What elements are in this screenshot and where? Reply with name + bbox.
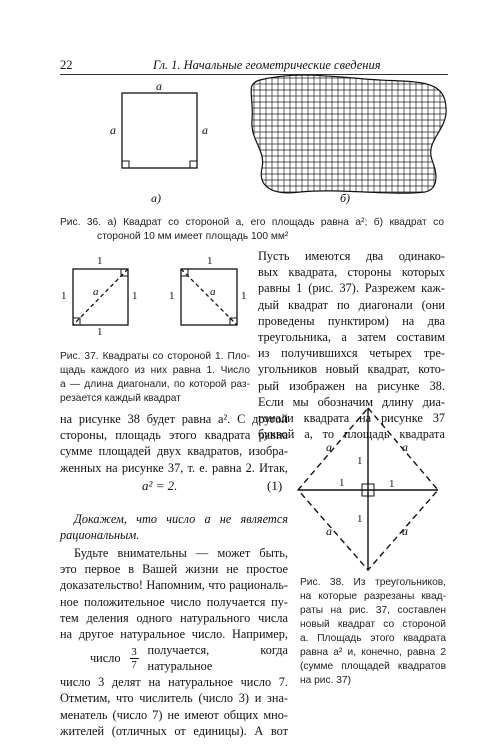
figure-37-caption — [60, 350, 250, 406]
equation-number: (1) — [267, 478, 283, 493]
right-angle-mark — [122, 161, 129, 168]
caption-line: на рис. 37) — [300, 675, 351, 686]
text-line: менатель (число 7) не имеют общих мно- — [60, 707, 288, 722]
caption-line: равна a² и, конечно, равна 2 — [300, 647, 446, 658]
text-line: Докажем, что число a не является — [74, 512, 288, 526]
diamond-side-label: a — [326, 524, 332, 538]
text-segment: получается, когда натуральное — [147, 643, 288, 674]
text-line: женных на рисунке 37, т. е. равна 2. Итак, — [60, 460, 288, 475]
text-line: на другое натуральное число. Например, — [60, 627, 288, 642]
inner-label: 1 — [357, 513, 363, 525]
caption-line: Рис. 36. а) Квадрат со стороной a, его площадь равна a²; б) квадрат со — [60, 217, 444, 228]
caption-line: a — длина диагонали, по которой раз- — [60, 379, 250, 390]
fraction-numerator: 3 — [131, 645, 137, 658]
label-left-a: a — [110, 123, 116, 137]
text-line: доказательство! Напомним, что рациональ- — [60, 578, 288, 593]
text-segment: число — [90, 651, 121, 666]
figure-36-caption — [60, 216, 444, 244]
caption-line: Рис. 38. Из треугольников, — [300, 577, 446, 588]
diamond-side-label: a — [402, 524, 408, 538]
panel-a-label: а) — [151, 191, 161, 205]
fraction-line — [60, 642, 288, 674]
figure-38-caption — [300, 576, 446, 688]
text-line: гонали квадрата на рисунке 37 — [258, 411, 445, 426]
text-line: жителей (отличных от единицы). А вот — [60, 723, 288, 738]
theorem-statement — [60, 511, 288, 543]
text-line: тем деления одного натурального числа — [60, 610, 288, 625]
running-title: Гл. 1. Начальные геометрические сведения — [153, 58, 381, 72]
inner-label: 1 — [389, 478, 395, 490]
side-label: 1 — [97, 255, 103, 267]
diamond-side-label: a — [326, 440, 332, 454]
page-number: 22 — [60, 58, 73, 72]
text-line: Будьте внимательны — может быть, — [74, 546, 288, 560]
diag-label: a — [93, 286, 99, 298]
caption-line: (сумме площадей квадратов — [300, 661, 446, 672]
text-line: рациональным. — [60, 528, 140, 543]
caption-line: a. Площадь этого квадрата — [300, 633, 446, 644]
unit-square-2 — [181, 269, 237, 325]
equation: a² = 2. — [142, 478, 178, 493]
inner-label: 1 — [357, 455, 363, 467]
left-text-2 — [60, 545, 288, 739]
text-line: треугольника, а затем составим — [258, 330, 445, 345]
text-line: ное положительное число получается пу- — [60, 594, 288, 609]
caption-line: Рис. 37. Квадраты со стороной 1. Пло- — [60, 351, 250, 362]
caption-line: щадь каждого из них равна 1. Число — [60, 365, 250, 376]
side-label: 1 — [207, 255, 213, 267]
inner-label: 1 — [339, 477, 345, 489]
square-a-outline — [122, 93, 197, 168]
diagonal-2 — [181, 269, 237, 325]
side-label: 1 — [97, 326, 103, 338]
text-line: это первое в Вашей жизни не простое — [60, 562, 288, 577]
text-line: Пусть имеются два одинако- — [258, 249, 445, 263]
left-text-1 — [60, 411, 288, 476]
side-label: 1 — [169, 290, 175, 302]
text-line: рый изображен на рисунке 38. — [258, 378, 445, 393]
text-line: Отметим, что числитель (число 3) и зна- — [60, 691, 288, 706]
diamond-side-label: a — [402, 440, 408, 454]
label-right-a: a — [202, 123, 208, 137]
caption-line: на которые разрезаны квад- — [300, 591, 446, 602]
text-line: буквой a, то площадь квадрата — [258, 427, 445, 442]
caption-line: стороной 10 мм имеет площадь 100 мм² — [97, 231, 289, 242]
millimeter-grid — [245, 70, 450, 200]
fraction-denominator: 7 — [131, 658, 137, 671]
side-label: 1 — [241, 290, 247, 302]
caption-line: раты на рис. 37, составлен — [300, 605, 446, 616]
text-line: дый квадрат по диагонали (они — [258, 297, 445, 312]
text-line: угольников новый квадрат, кото- — [258, 362, 445, 377]
text-line: из получившихся четырех тре- — [258, 346, 445, 361]
label-top-a: a — [156, 79, 162, 93]
right-angle-mark — [190, 161, 197, 168]
text-line: сумме площадей двух квадратов, изобра- — [60, 444, 288, 459]
text-line: проведены пунктиром) на два — [258, 313, 445, 328]
text-line: стороны, площадь этого квадрата равна — [60, 428, 288, 443]
caption-line: новый квадрат со стороной — [300, 619, 446, 630]
text-line: число 3 делят на натуральное число 7. — [60, 675, 288, 690]
side-label: 1 — [132, 290, 138, 302]
blob-outline — [251, 75, 446, 193]
caption-line: резается каждый квадрат — [60, 393, 181, 404]
text-line: Если мы обозначим длину диа- — [258, 394, 445, 409]
text-line: на рисунке 38 будет равна a². С другой — [60, 412, 288, 426]
side-label: 1 — [61, 290, 67, 302]
text-line: вых квадрата, стороны которых — [258, 265, 445, 280]
fraction — [130, 646, 139, 671]
diagonal-1 — [73, 269, 128, 325]
panel-b-label: б) — [340, 191, 351, 205]
diag-label: a — [210, 286, 216, 298]
text-line: равны 1 (рис. 37). Разрежем каж- — [258, 281, 445, 296]
